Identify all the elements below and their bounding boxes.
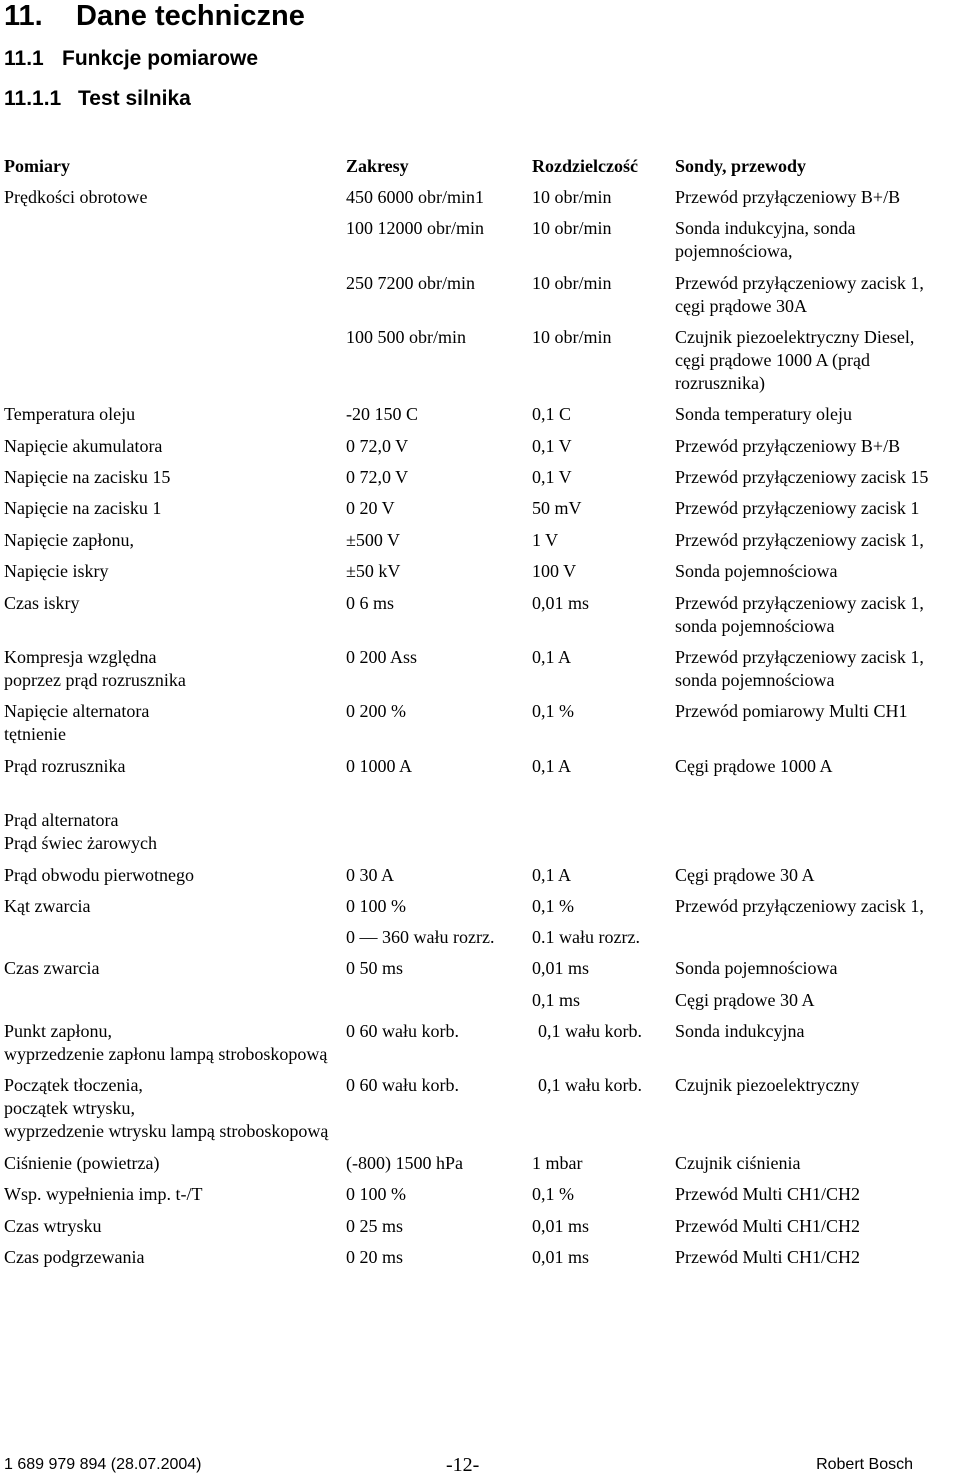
cell-range: ±50 kV [346,561,401,581]
cell-resolution: 10 obr/min [532,187,612,207]
cell-resolution: 0,01 ms [532,1247,590,1267]
cell-range: 0 1000 A [346,756,413,776]
cell-resolution: 100 V [532,561,577,581]
heading-number: 11.1.1 [4,87,62,110]
cell-measurement: Temperatura oleju [4,404,136,424]
cell-resolution: 0,1 % [532,896,574,916]
cell-probe: Przewód przyłączeniowy B+/B [675,187,901,207]
cell-resolution: 0,01 ms [532,1216,590,1236]
cell-range: 0 200 % [346,701,406,721]
cell-measurement: Napięcie iskry [4,561,109,581]
cell-probe: Czujnik piezoelektryczny [675,1075,860,1095]
cell-range: 0 100 % [346,896,406,916]
cell-resolution: 1 mbar [532,1153,583,1173]
cell-range: 0 60 wału korb. [346,1021,459,1041]
cell-range: 0 50 ms [346,958,404,978]
cell-probe: Przewód przyłączeniowy zacisk 1, cęgi prądowe 30A [675,273,924,316]
cell-probe: Cęgi prądowe 30 A [675,990,815,1010]
cell-resolution: 0,1 V [532,436,572,456]
cell-measurement: Czas iskry [4,593,80,613]
cell-resolution: 0,1 V [532,467,572,487]
cell-probe: Przewód Multi CH1/CH2 [675,1216,861,1236]
cell-probe: Przewód przyłączeniowy B+/B [675,436,901,456]
cell-resolution: 1 V [532,530,559,550]
document-number: 1 689 979 894 (28.07.2004) [4,1456,202,1473]
cell-probe: Sonda temperatury oleju [675,404,852,424]
cell-resolution: 0,1 % [532,701,574,721]
page-number: -12- [446,1454,480,1476]
cell-range: 0 60 wału korb. [346,1075,459,1095]
cell-range: 100 12000 obr/min [346,218,484,238]
cell-range: 250 7200 obr/min [346,273,475,293]
cell-range: 0 72,0 V [346,436,409,456]
cell-probe: Przewód przyłączeniowy zacisk 1 [675,498,920,518]
cell-measurement: Początek tłoczenia, początek wtrysku, wyprzedzenie wtrysku lampą stroboskopową [4,1075,329,1141]
cell-range: -20 150 C [346,404,418,424]
cell-range: 0 72,0 V [346,467,409,487]
cell-resolution: 0,01 ms [532,593,590,613]
cell-probe: Przewód przyłączeniowy zacisk 1, sonda pojemnościowa [675,593,924,636]
cell-probe: Przewód pomiarowy Multi CH1 [675,701,908,721]
cell-measurement: Czas zwarcia [4,958,100,978]
header-zakresy: Zakresy [346,156,409,176]
cell-probe: Sonda indukcyjna, sonda pojemnościowa, [675,218,856,261]
cell-measurement: Wsp. wypełnienia imp. t-/T [4,1184,203,1204]
cell-range: 0 20 ms [346,1247,404,1267]
cell-resolution: 0,1 A [532,647,572,667]
heading-text: Test silnika [78,87,191,110]
cell-resolution: 0,01 ms [532,958,590,978]
heading-level-1 [4,0,305,32]
cell-probe: Sonda pojemnościowa [675,958,838,978]
cell-range: 0 6 ms [346,593,395,613]
cell-probe: Przewód przyłączeniowy zacisk 1, [675,896,924,916]
header-sondy: Sondy, przewody [675,156,807,176]
cell-range: 0 100 % [346,1184,406,1204]
cell-probe: Cęgi prądowe 1000 A [675,756,833,776]
cell-resolution: 10 obr/min [532,218,612,238]
cell-probe: Czujnik ciśnienia [675,1153,801,1173]
cell-resolution: 50 mV [532,498,582,518]
cell-range: 0 — 360 wału rozrz. [346,927,495,947]
cell-measurement: Ciśnienie (powietrza) [4,1153,160,1173]
heading-text: Funkcje pomiarowe [62,47,259,70]
cell-measurement: Kąt zwarcia [4,896,91,916]
header-pomiary: Pomiary [4,156,70,176]
cell-range: ±500 V [346,530,401,550]
cell-measurement: Czas wtrysku [4,1216,102,1236]
header-rozdzielczosc: Rozdzielczość [532,156,638,176]
cell-resolution: 0,1 wału korb. [538,1021,642,1041]
cell-range: 0 25 ms [346,1216,404,1236]
heading-level-3 [4,86,191,112]
cell-measurement: Czas podgrzewania [4,1247,145,1267]
cell-range: 450 6000 obr/min1 [346,187,484,207]
cell-measurement: Napięcie na zacisku 1 [4,498,162,518]
cell-resolution: 0.1 wału rozrz. [532,927,640,947]
heading-level-2 [4,46,258,72]
cell-resolution: 0,1 A [532,756,572,776]
cell-probe: Cęgi prądowe 30 A [675,865,815,885]
heading-number: 11.1 [4,47,44,70]
cell-measurement: Napięcie na zacisku 15 [4,467,171,487]
cell-measurement: Napięcie alternatora tętnienie [4,701,150,744]
cell-resolution: 0,1 wału korb. [538,1075,642,1095]
company-name: Robert Bosch [816,1456,913,1473]
cell-range: (-800) 1500 hPa [346,1153,463,1173]
cell-range: 0 20 V [346,498,395,518]
cell-measurement: Prąd obwodu pierwotnego [4,865,194,885]
cell-probe: Sonda indukcyjna [675,1021,805,1041]
table-header [0,155,960,179]
cell-measurement: Prąd alternatora Prąd świec żarowych [4,810,157,853]
cell-range: 100 500 obr/min [346,327,466,347]
heading-number: 11. [4,0,43,32]
cell-probe: Przewód przyłączeniowy zacisk 15 [675,467,929,487]
cell-probe: Przewód przyłączeniowy zacisk 1, sonda pojemnościowa [675,647,924,690]
cell-measurement: Prędkości obrotowe [4,187,148,207]
cell-resolution: 0,1 C [532,404,572,424]
cell-range: 0 30 A [346,865,395,885]
page-footer [0,1454,960,1478]
cell-probe: Przewód Multi CH1/CH2 [675,1247,861,1267]
cell-probe: Przewód Multi CH1/CH2 [675,1184,861,1204]
cell-probe: Czujnik piezoelektryczny Diesel, cęgi prądowe 1000 A (prąd rozrusznika) [675,327,915,393]
cell-measurement: Napięcie akumulatora [4,436,163,456]
cell-range: 0 200 Ass [346,647,418,667]
cell-measurement: Kompresja względna poprzez prąd rozrusznika [4,647,186,690]
cell-measurement: Prąd rozrusznika [4,756,126,776]
cell-resolution: 0,1 A [532,865,572,885]
cell-measurement: Napięcie zapłonu, [4,530,134,550]
cell-resolution: 0,1 ms [532,990,581,1010]
cell-measurement: Punkt zapłonu, wyprzedzenie zapłonu lampą stroboskopową [4,1021,328,1064]
cell-probe: Sonda pojemnościowa [675,561,838,581]
cell-probe: Przewód przyłączeniowy zacisk 1, [675,530,924,550]
cell-resolution: 0,1 % [532,1184,574,1204]
cell-resolution: 10 obr/min [532,327,612,347]
cell-resolution: 10 obr/min [532,273,612,293]
heading-text: Dane techniczne [76,0,305,32]
